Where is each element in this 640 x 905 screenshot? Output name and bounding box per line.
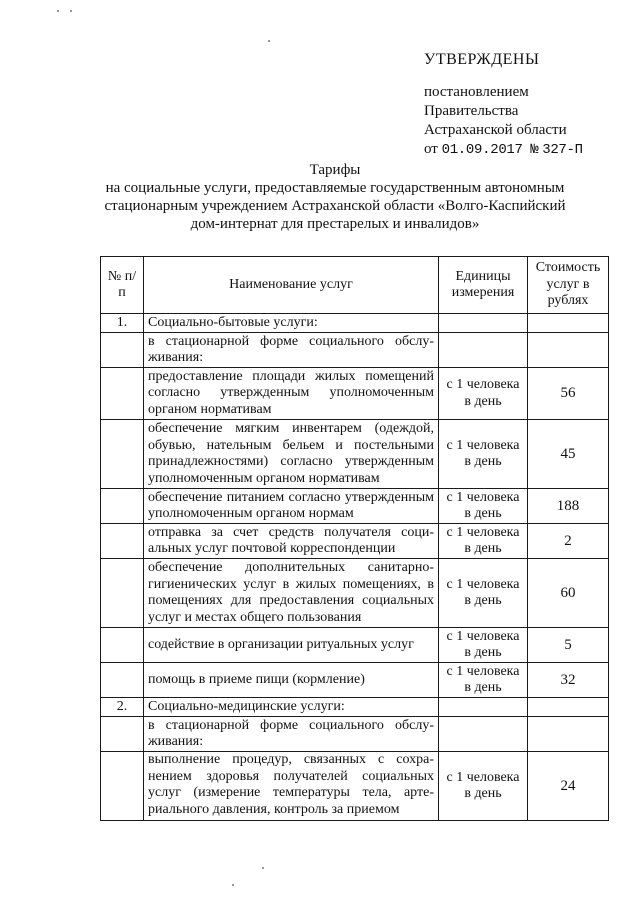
header-unit: Единицы измерения: [439, 257, 528, 314]
row-price: 45: [528, 420, 609, 489]
row-num: [101, 333, 144, 368]
row-unit: с 1 человека в день: [439, 489, 528, 524]
approval-date-line: [424, 140, 634, 160]
table-row: [101, 420, 609, 489]
header-price: Стоимость услуг в рублях: [528, 257, 609, 314]
row-price: 188: [528, 489, 609, 524]
row-num: [101, 717, 144, 752]
row-unit: [439, 698, 528, 717]
row-unit: с 1 человека в день: [439, 628, 528, 663]
row-price: [528, 333, 609, 368]
row-unit: [439, 717, 528, 752]
row-name: отправка за счет средств получателя социальных услуг почтовой корреспонденции: [144, 524, 439, 559]
row-num: [101, 489, 144, 524]
row-unit: [439, 314, 528, 333]
row-num: [101, 559, 144, 628]
row-unit: [439, 333, 528, 368]
row-num: 1.: [101, 314, 144, 333]
table-header-row: [101, 257, 609, 314]
row-price: 60: [528, 559, 609, 628]
approval-number: 327-П: [542, 142, 583, 158]
row-num: [101, 368, 144, 420]
row-name: обеспечение питанием согласно утвержденным уполномоченным органом нормам: [144, 489, 439, 524]
scan-speck: [57, 10, 59, 12]
row-unit: с 1 человека в день: [439, 368, 528, 420]
title-heading: Тарифы: [309, 162, 361, 178]
row-num: [101, 628, 144, 663]
row-price: 24: [528, 752, 609, 821]
row-price: 56: [528, 368, 609, 420]
header-name: Наименование услуг: [144, 257, 439, 314]
approval-line: Правительства: [424, 103, 519, 119]
row-name: выполнение процедур, связанных с сохранением здоровья получателей социальных услуг (измерение температуры тела, артериального давления, контроль за приемом: [144, 752, 439, 821]
row-name: обеспечение дополнительных санитарно-гигиенических услуг в жилых помещениях, в помещениях для предоставления социальных услуг и местах общего пользования: [144, 559, 439, 628]
row-name: Социально-бытовые услуги:: [144, 314, 439, 333]
approval-line: Астраханской области: [424, 122, 567, 138]
row-name: в стационарной форме социального обслуживания:: [144, 333, 439, 368]
row-num: [101, 663, 144, 698]
row-unit: с 1 человека в день: [439, 559, 528, 628]
row-unit: с 1 человека в день: [439, 752, 528, 821]
table-row: [101, 717, 609, 752]
table-row: [101, 524, 609, 559]
row-unit: с 1 человека в день: [439, 663, 528, 698]
table-row: [101, 333, 609, 368]
row-name: предоставление площади жилых помещений согласно утвержденным уполномоченным органом нормативам: [144, 368, 439, 420]
row-price: [528, 314, 609, 333]
scan-speck: [262, 867, 264, 869]
row-num: [101, 752, 144, 821]
title-line: дом-интернат для престарелых и инвалидов»: [190, 216, 480, 232]
title-line: стационарным учреждением Астраханской области «Волго-Каспийский: [104, 198, 566, 214]
row-price: 32: [528, 663, 609, 698]
scan-speck: [268, 40, 270, 42]
row-price: [528, 717, 609, 752]
row-price: [528, 698, 609, 717]
row-name: в стационарной форме социального обслуживания:: [144, 717, 439, 752]
approval-line: постановлением: [424, 84, 529, 100]
table-row: [101, 698, 609, 717]
row-unit: с 1 человека в день: [439, 420, 528, 489]
scan-speck: [232, 884, 234, 886]
table-row: [101, 663, 609, 698]
tariff-table: [100, 256, 609, 821]
row-name: помощь в приеме пищи (кормление): [144, 663, 439, 698]
header-num: № п/п: [101, 257, 144, 314]
approval-date: 01.09.2017: [441, 142, 523, 158]
table-row: [101, 314, 609, 333]
row-name: Социально-медицинские услуги:: [144, 698, 439, 717]
table-row: [101, 559, 609, 628]
row-name: обеспечение мягким инвентарем (одеждой, обувью, нательным бельем и постельными принадлежностями) согласно утвержденным уполномоченным органом нормативам: [144, 420, 439, 489]
approval-stamp: [424, 50, 634, 160]
table-row: [101, 368, 609, 420]
row-num: [101, 524, 144, 559]
table-row: [101, 752, 609, 821]
row-unit: с 1 человека в день: [439, 524, 528, 559]
row-price: 2: [528, 524, 609, 559]
row-price: 5: [528, 628, 609, 663]
row-num: [101, 420, 144, 489]
table-row: [101, 489, 609, 524]
scan-speck: [70, 10, 72, 12]
row-name: содействие в организации ритуальных услуг: [144, 628, 439, 663]
title-line: на социальные услуги, предоставляемые государственным автономным: [105, 180, 565, 196]
date-prefix: от: [424, 141, 438, 157]
table-row: [101, 628, 609, 663]
row-num: 2.: [101, 698, 144, 717]
number-sign: №: [530, 142, 539, 158]
document-title: [100, 161, 570, 233]
approval-heading: УТВЕРЖДЕНЫ: [424, 51, 540, 68]
